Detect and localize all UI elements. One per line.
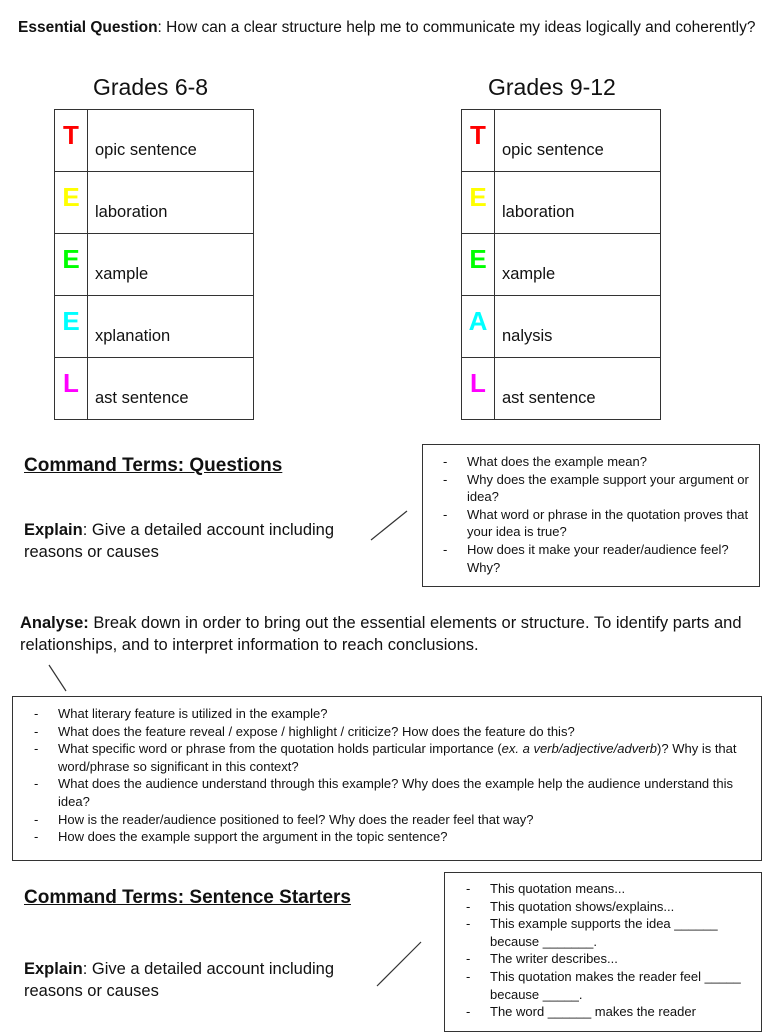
teel-word: xplanation (88, 296, 254, 358)
analyse-definition (20, 612, 750, 656)
sentence-starter-item: - This quotation shows/explains... (445, 898, 761, 916)
teel-word: ast sentence (495, 358, 661, 420)
teel-word: laboration (495, 172, 661, 234)
question-part-pre: What specific word or phrase from the quotation holds particular importance ( (58, 741, 502, 757)
explain-connector-line (371, 511, 407, 540)
analyse-question-item (13, 740, 761, 775)
analyse-question-item: - How does the example support the argument in the topic sentence? (13, 828, 761, 846)
teel-letter: L (55, 358, 88, 420)
analyse-question-item: - What does the feature reveal / expose / highlight / criticize? How does the feature do this? (13, 723, 761, 741)
explain-definition-text: : Give a detailed account including reasons or causes (24, 960, 335, 1000)
question-part-em: ex. a verb/adjective/adverb (501, 741, 658, 757)
sentence-starter-item: - This example supports the idea ______ because _______. (445, 915, 761, 950)
analyse-definition-text: Break down in order to bring out the essential elements or structure. To identify parts and relationships, and to interpret information to reach conclusions. (20, 614, 742, 654)
teel-word: opic sentence (495, 110, 661, 172)
questions-heading: Command Terms: Questions (24, 455, 283, 476)
teel-letter: E (55, 234, 88, 296)
sentence-starter-item: - This quotation makes the reader feel _____ because _____. (445, 968, 761, 1003)
explain-question-item: - What word or phrase in the quotation proves that your idea is true? (423, 506, 759, 541)
explain-term: Explain (24, 521, 83, 539)
teel-word: xample (495, 234, 661, 296)
sentence-starter-item: - The word ______ makes the reader (445, 1003, 761, 1021)
teel-word: nalysis (495, 296, 661, 358)
teel-word: xample (88, 234, 254, 296)
teel-letter: A (462, 296, 495, 358)
teel-word: ast sentence (88, 358, 254, 420)
explain-questions-box (422, 444, 760, 587)
explain-term: Explain (24, 960, 83, 978)
teel-letter: T (462, 110, 495, 172)
starters-connector-line (377, 942, 421, 986)
analyse-questions-list (13, 705, 761, 846)
analyse-question-item: - What does the audience understand through this example? Why does the example help the audience understand this idea? (13, 775, 761, 810)
question-part-post: )? Why is that word/phrase so significant in this context? (58, 741, 737, 774)
analyse-questions-box (12, 696, 762, 861)
teel-word: laboration (88, 172, 254, 234)
grades-9-12-title: Grades 9-12 (488, 74, 616, 100)
teel-letter: T (55, 110, 88, 172)
explain-definition-text: : Give a detailed account including reasons or causes (24, 521, 335, 561)
explain-questions-list (423, 453, 759, 576)
teel-letter: L (462, 358, 495, 420)
teel-letter: E (462, 234, 495, 296)
teel-letter: E (55, 296, 88, 358)
teel-word: opic sentence (88, 110, 254, 172)
explain-question-item: - What does the example mean? (423, 453, 759, 471)
teel-letter: E (55, 172, 88, 234)
essential-question-label: Essential Question (18, 19, 158, 36)
sentence-starter-item: - The writer describes... (445, 950, 761, 968)
grades-6-8-title: Grades 6-8 (93, 74, 209, 100)
sentence-starters-box (444, 872, 762, 1032)
starters-explain-definition (24, 958, 374, 1002)
explain-question-item: - Why does the example support your argument or idea? (423, 471, 759, 506)
sentence-starter-item: - This quotation means... (445, 880, 761, 898)
teel-letter: E (462, 172, 495, 234)
analyse-term: Analyse: (20, 614, 89, 632)
starters-heading: Command Terms: Sentence Starters (24, 887, 351, 908)
essential-question-text: : How can a clear structure help me to communicate my ideas logically and coherently? (157, 19, 756, 36)
sentence-starters-list (445, 880, 761, 1021)
analyse-question-item: - What literary feature is utilized in the example? (13, 705, 761, 723)
explain-question-item: - How does it make your reader/audience feel? Why? (423, 541, 759, 576)
analyse-question-item: - How is the reader/audience positioned to feel? Why does the reader feel that way? (13, 811, 761, 829)
analyse-connector-line (49, 665, 66, 691)
